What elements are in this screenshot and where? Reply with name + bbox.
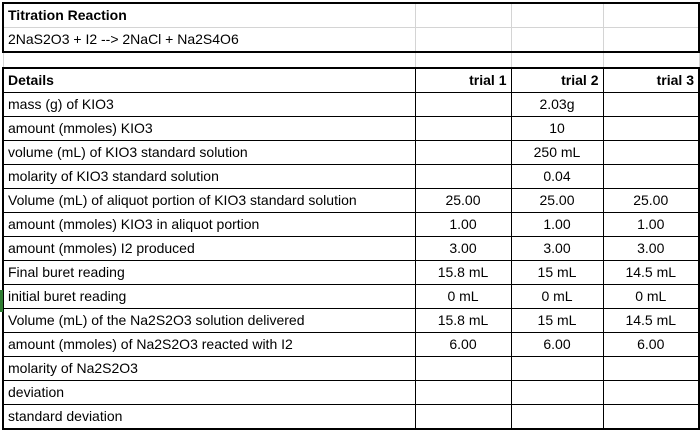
row-label-cell[interactable]: amount (mmoles) of Na2S2O3 reacted with I2 [3,333,415,357]
trial-1-cell[interactable] [415,141,511,165]
trial-1-cell[interactable] [415,165,511,189]
cell-empty[interactable] [511,3,603,28]
trial-3-cell[interactable] [603,357,699,381]
trial-1-cell[interactable]: 15.8 mL [415,261,511,285]
trial-1-cell[interactable]: 1.00 [415,213,511,237]
cell-empty[interactable] [603,28,699,53]
header-trial-3[interactable]: trial 3 [603,68,699,93]
trial-3-cell[interactable] [603,93,699,117]
header-row [3,68,699,93]
row-label-cell[interactable]: Final buret reading [3,261,415,285]
row-label-cell[interactable]: amount (mmoles) KIO3 [3,117,415,141]
trial-2-cell[interactable]: 250 mL [511,141,603,165]
trial-2-cell[interactable] [511,405,603,430]
trial-3-cell[interactable] [603,141,699,165]
table-row [3,213,699,237]
trial-1-cell[interactable] [415,93,511,117]
row-label-cell[interactable]: mass (g) of KIO3 [3,93,415,117]
table-row [3,381,699,405]
title-cell[interactable]: Titration Reaction [3,3,415,28]
trial-2-cell[interactable] [511,357,603,381]
trial-3-cell[interactable]: 14.5 mL [603,309,699,333]
equation-row [3,28,699,53]
trial-3-cell[interactable] [603,405,699,430]
trial-3-cell[interactable]: 25.00 [603,189,699,213]
table-row [3,309,699,333]
table-row [3,357,699,381]
trial-3-cell[interactable]: 1.00 [603,213,699,237]
trial-3-cell[interactable] [603,381,699,405]
trial-3-cell[interactable]: 0 mL [603,285,699,309]
trial-1-cell[interactable]: 15.8 mL [415,309,511,333]
cell-empty[interactable] [511,52,603,68]
row-label-cell[interactable]: deviation [3,381,415,405]
table-row [3,141,699,165]
trial-1-cell[interactable] [415,357,511,381]
table-row [3,285,699,309]
table-row [3,165,699,189]
trial-2-cell[interactable]: 2.03g [511,93,603,117]
row-label-cell[interactable]: standard deviation [3,405,415,430]
table-row [3,93,699,117]
table-row [3,117,699,141]
table-body [3,93,699,430]
equation-cell[interactable]: 2NaS2O3 + I2 --> 2NaCl + Na2S4O6 [3,28,415,53]
trial-1-cell[interactable]: 6.00 [415,333,511,357]
trial-1-cell[interactable] [415,117,511,141]
header-trial-2[interactable]: trial 2 [511,68,603,93]
trial-2-cell[interactable]: 15 mL [511,261,603,285]
trial-2-cell[interactable]: 0.04 [511,165,603,189]
header-details[interactable]: Details [3,68,415,93]
table-row [3,261,699,285]
spacer-row [3,52,699,68]
row-label-cell[interactable]: volume (mL) of KIO3 standard solution [3,141,415,165]
cell-empty[interactable] [415,28,511,53]
trial-1-cell[interactable] [415,405,511,430]
row-label-cell[interactable]: initial buret reading [3,285,415,309]
trial-3-cell[interactable]: 3.00 [603,237,699,261]
trial-3-cell[interactable] [603,117,699,141]
row-label-cell[interactable]: amount (mmoles) KIO3 in aliquot portion [3,213,415,237]
cell-empty[interactable] [415,3,511,28]
row-selection-indicator [0,290,3,312]
trial-2-cell[interactable]: 0 mL [511,285,603,309]
table-row [3,237,699,261]
title-row [3,3,699,28]
row-label-cell[interactable]: Volume (mL) of the Na2S2O3 solution delivered [3,309,415,333]
trial-2-cell[interactable]: 6.00 [511,333,603,357]
table-row [3,405,699,430]
trial-1-cell[interactable] [415,381,511,405]
trial-3-cell[interactable] [603,165,699,189]
titration-table [2,2,700,430]
row-label-cell[interactable]: molarity of Na2S2O3 [3,357,415,381]
trial-2-cell[interactable]: 15 mL [511,309,603,333]
trial-3-cell[interactable]: 14.5 mL [603,261,699,285]
row-label-cell[interactable]: amount (mmoles) I2 produced [3,237,415,261]
row-label-cell[interactable]: molarity of KIO3 standard solution [3,165,415,189]
trial-3-cell[interactable]: 6.00 [603,333,699,357]
cell-empty[interactable] [3,52,415,68]
table-row [3,333,699,357]
cell-empty[interactable] [415,52,511,68]
table-row [3,189,699,213]
cell-empty[interactable] [511,28,603,53]
trial-1-cell[interactable]: 25.00 [415,189,511,213]
header-trial-1[interactable]: trial 1 [415,68,511,93]
trial-2-cell[interactable]: 3.00 [511,237,603,261]
trial-1-cell[interactable]: 0 mL [415,285,511,309]
trial-2-cell[interactable]: 10 [511,117,603,141]
row-label-cell[interactable]: Volume (mL) of aliquot portion of KIO3 standard solution [3,189,415,213]
cell-empty[interactable] [603,3,699,28]
trial-2-cell[interactable]: 1.00 [511,213,603,237]
cell-empty[interactable] [603,52,699,68]
trial-1-cell[interactable]: 3.00 [415,237,511,261]
trial-2-cell[interactable] [511,381,603,405]
trial-2-cell[interactable]: 25.00 [511,189,603,213]
